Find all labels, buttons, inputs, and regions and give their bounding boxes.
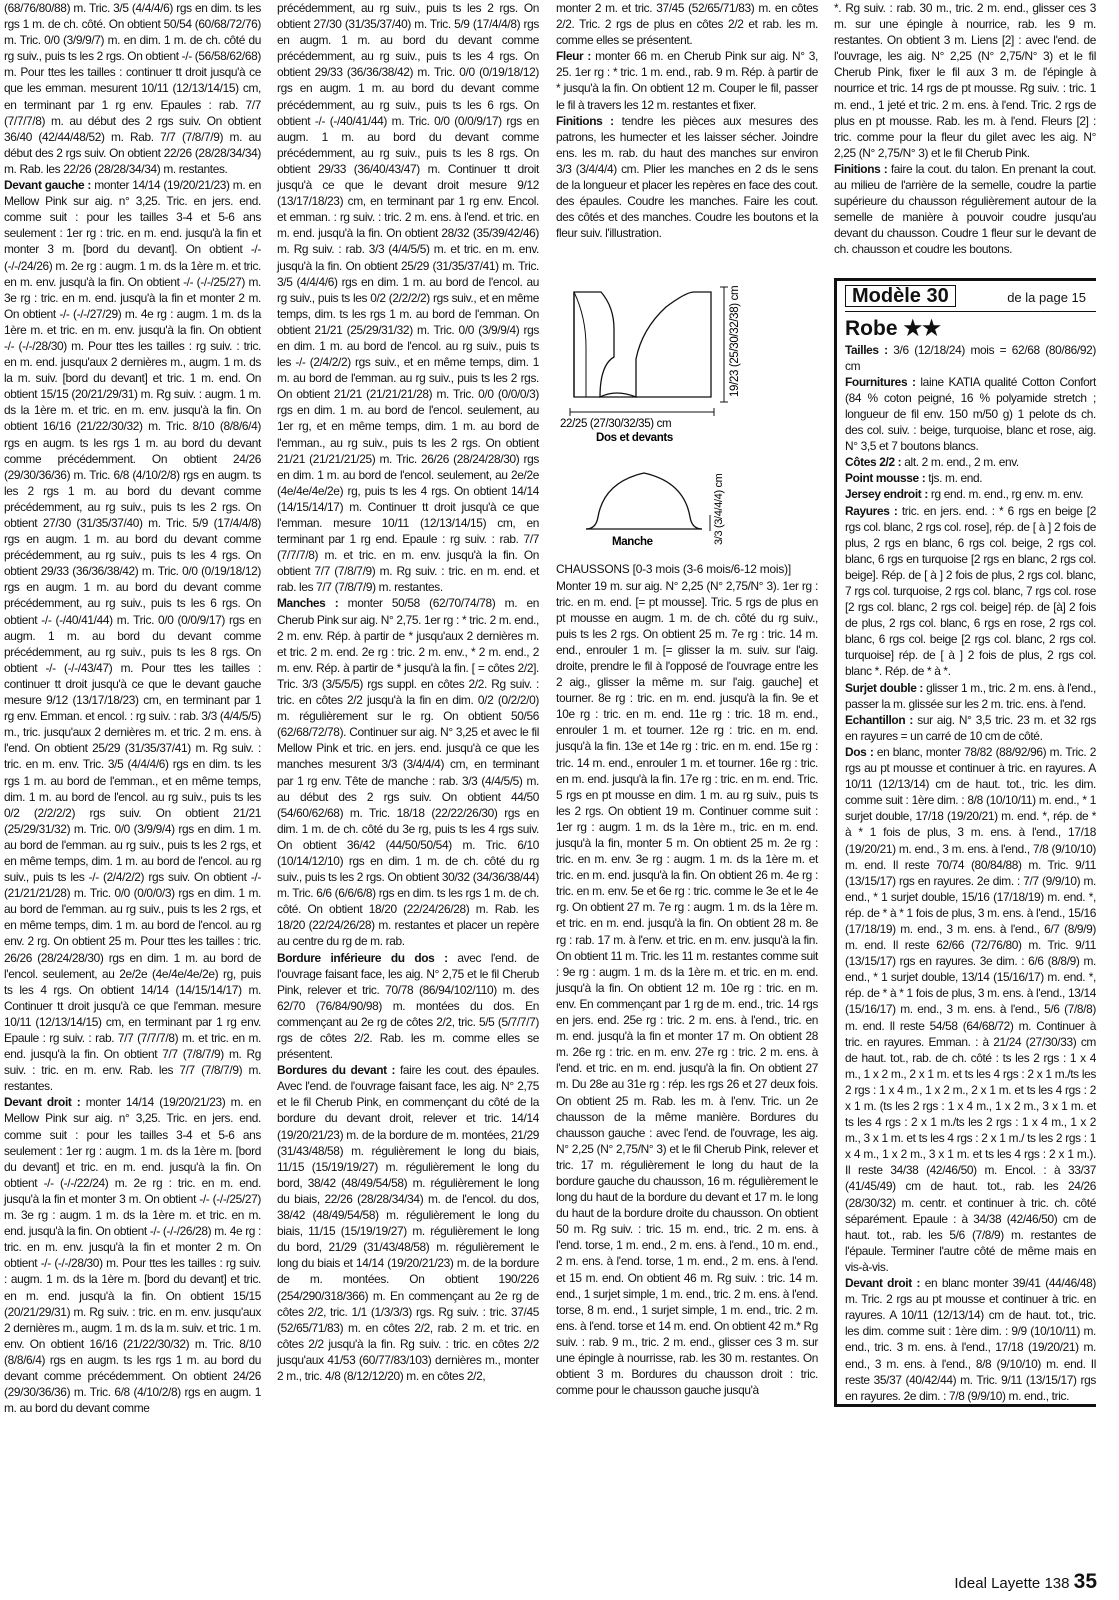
magazine-name: Ideal Layette 138: [954, 1575, 1070, 1592]
model-box: [834, 278, 1096, 1407]
paragraph: *. Rg suiv. : rab. 30 m., tric. 2 m. end., glisser ces 3 m. sur une épingle à nourrice, rab. les 9 m. restantes. On obtient 3 m. Liens [2] : avec l'end. de l'ouvrage, les aig. N° 2,25 (N° 2,75/N° 3) et le fil Cherub Pink, fixer le fil aux 3 m. de l'épingle à nourrice et tric. 14 rgs de pt mousse. Rg suiv. : tric. 1 m. end., 1 jeté et tric. 2 m. ens. à l'end. Tric. 2 rgs de plus en pt mousse. Rab. les m. à l'end. Fleurs [2] : tric. comme pour la fleur du gilet avec les aig. N° 2,25 (N° 2,75/N° 3) et le fil Cherub Pink.: [834, 1, 1096, 160]
section-text: faire les cout. des épaules. Avec l'end. de l'ouvrage faisant face, les aig. N° 2,75 et le fil Cherub Pink, en commençant du côté de la bordure du devant droit, relever et tric. 14/14 (19/20/21/23) m. de la bordure de m. montées, 21/29 (31/43/48/58) m. régulièrement le long du biais, 11/15 (15/19/19/27) m. régulièrement le long du bord, 38/42 (48/49/54/58) m. régulièrement le long du biais, 22/26 (28/28/34/34) m. de l'encol. du dos, 38/42 (48/49/54/58) m. régulièrement le long du biais, 11/15 (15/19/19/27) m. régulièrement le long du bord, 21/29 (31/43/48/58) m. régulièrement le long du biais et 14/14 (19/20/21/23) m. de la bordure de m. montées. On obtient 190/226 (254/290/318/366) m. En commençant au 2e rg de côtes 2/2, tric. 1/1 (1/3/3/3) rgs. Rg suiv. : tric. 37/45 (52/65/71/83) m. en côtes 2/2, rab. 2 m. et tric. en côtes 2/2 jusqu'à la fin. Rg suiv. : tric. en côtes 2/2 jusqu'aux 41/53 (60/77/83/103) dernières m., monter 2 m., tric. 4/8 (8/12/12/20) m. en côtes 2/2,: [277, 1063, 539, 1383]
paragraph: précédemment, au rg suiv., puis ts les 2 rgs. On obtient 27/30 (31/35/37/40) m. Tric. 5/9 (17/4/4/8) rgs en augm. 1 m. au bord du devant comme précédemment, au rg suiv., puis ts les 4 rgs. On obtient 29/33 (36/36/38/42) m. Tric. 0/0 (0/19/18/12) rgs en augm. 1 m. au bord du devant comme précédemment, au rg suiv., puis ts les 6 rgs. On obtient -/- (-/40/41/44) m. Tric. 0/0 (0/0/9/17) rgs en augm. 1 m. au bord du devant comme précédemment, au rg suiv., puis ts les 8 rgs. On obtient 29/33 (36/40/43/47) m. Continuer tt droit jusqu'à ce que le devant droit mesure 9/12 (13/17/18/23) cm, en terminant par 1 rg env. Encol. et emman. : rg suiv. : tric. 2 m. ens. à l'end. et tric. en m. end. jusqu'à la fin. On obtient 28/32 (35/39/42/46) m. Rg suiv. : rab. 3/3 (4/4/5/5) m. et tric. en m. env. jusqu'à la fin. On obtient 25/29 (31/35/37/41) m. Tric. 3/5 (4/4/4/6) rgs en dim. 1 m. au bord de l'encol. au rg suiv., puis ts les 0/2 (2/2/2/2) rgs suiv., et en même temps, dim. ts les rgs 1 m. au bord de l'emman. On obtient 21/21 (25/29/31/32) m. Tric. 0/0 (3/9/9/4) rgs en dim. 1 m. au bord de l'encol. au rg suiv., puis ts les -/- (2/4/2/2) rgs suiv., et en même temps, dim. 1 m. au bord de l'emman. au rg suiv., puis ts les 2 rgs. On obtient 21/21 (21/21/21/28) m. Tric. 0/0 (0/0/0/3) rgs en dim. 1 m. au bord de l'encol. seulement, au 1er rg, et en même temps, dim. 1 m. au bord de l'emman., au rg suiv., puis ts les 2 rgs. On obtient 21/21 (21/21/21/25) m. Tric. 26/26 (28/24/28/30) rgs en dim. 1 m. au bord de l'encol. seulement, au 2e/2e (4e/4e/4e/2e) rg, puis ts les 4 rgs. On obtient 14/14 (14/15/14/17) m. Continuer tt droit jusqu'à ce que l'emman. mesure 10/11 (12/13/14/15) cm, en terminant par 1 rg end. Epaule : rg suiv. : rab. 7/7 (7/7/7/8) m. et tric. en m. env. jusqu'à la fin. On obtient 7/7 (7/8/7/9) m. Rg suiv. : tric. en m. end. et rab. les 7/7 (7/8/7/9) m. restantes.: [277, 1, 539, 595]
section-heading: Jersey endroit :: [845, 487, 928, 502]
text-column-3: [556, 0, 818, 1398]
paragraph: [845, 712, 1096, 744]
paragraph: [4, 177, 261, 1094]
body-shape: [574, 292, 711, 397]
section-heading: Bordures du devant :: [277, 1063, 396, 1078]
section-heading: Manches :: [277, 596, 339, 611]
paragraph: [556, 48, 818, 112]
section-heading: Côtes 2/2 :: [845, 455, 902, 470]
section-heading: Tailles :: [845, 342, 888, 357]
paragraph: (68/76/80/88) m. Tric. 3/5 (4/4/4/6) rgs en dim. ts les rgs 1 m. de ch. côté. On obtient 50/54 (60/68/72/76) m. Tric. 0/0 (3/9/9/7) m. en dim. 1 m. de ch. côté du rg suiv., puis ts les 2 rgs. On obtient -/- (56/58/62/68) m. Pour ttes les tailles : continuer tt droit jusqu'à ce que les emman. mesurent 10/11 (12/13/14/15) cm, en terminant par 1 rg env. Epaules : rab. 7/7 (7/7/7/8) m. au début des 2 rgs suiv. On obtient 36/40 (42/44/48/52) m. Rab. 7/7 (7/8/7/9) m. au début des 2 rgs suiv. On obtient 22/26 (28/28/34/34) m. Rab. les 22/26 (28/28/34/34) m. restantes.: [4, 1, 261, 176]
section-text: tjs. m. end.: [928, 471, 983, 486]
paragraph: [845, 744, 1096, 1275]
section-text: avec l'end. de l'ouvrage faisant face, les aig. N° 2,75 et le fil Cherub Pink, relever et tric. 70/78 (86/94/102/110) m. des 62/70 (76/84/90/98) m. montées du dos. En commençant au 2e rg de côtes 2/2, tric. 5/5 (5/7/7/7) rgs de côtes 2/2. Rab. les m. comme elles se présentent.: [277, 950, 539, 1062]
paragraph: [834, 161, 1096, 258]
section-text: 3/6 (12/18/24) mois = 62/68 (80/86/92) cm: [845, 342, 1096, 373]
section-text: laine KATIA qualité Cotton Confort (84 % coton peigné, 16 % polyamide stretch ; longueur de fil env. 150 m/50 g) 1 pelote ds ch. des col. suiv. : beige, turquoise, blanc et rose, aig. N° 3,5 et 7 boutons blancs.: [845, 374, 1096, 454]
section-text: en blanc monter 39/41 (44/46/48) m. Tric. 2 rgs au pt mousse et continuer à tric. en rayures. A 10/11 (12/13/14) cm de haut. tot., tric. les dim. comme suit : 1ère dim. : 9/9 (10/10/11) m. end., tric. 3 m. ens. à l'end., 17/18 (19/20/21) m. end., 3 m. ens. à l'end., 8/8 (9/10/10) m. end. Il reste 35/37 (40/42/44) m. Tric. 9/11 (13/15/17) rgs en rayures. 2e dim. : 7/8 (9/9/10) m. end., tric.: [845, 1276, 1096, 1403]
section-heading: Finitions :: [834, 161, 888, 176]
paragraph: [845, 680, 1096, 712]
body-piece-label: Dos et devants: [596, 432, 673, 445]
section-text: tendre les pièces aux mesures des patrons, les humecter et les laisser sécher. Joindre ens. les m. rab. du haut des manches sur environ 3/3 (3/4/4/4) cm. Plier les manches en 2 ds le sens de la longueur et placer les repères en face des cout. des épaules. Coudre les manches. Faire les cout. des côtés et des manches. Coudre les boutons et la fleur suiv. l'illustration.: [556, 113, 818, 241]
section-text: glisser 1 m., tric. 2 m. ens. à l'end., passer la m. glissée sur les 2 m. tric. ens. à l'end.: [845, 680, 1096, 711]
section-heading: Bordure inférieure du dos :: [277, 950, 448, 965]
section-heading: Surjet double :: [845, 680, 924, 695]
section-text: faire la cout. du talon. En prenant la cout. au milieu de l'arrière de la semelle, coudre la partie supérieure du chausson régulièrement autour de la semelle de manière à pouvoir coudre jusqu'au devant du chausson. Coudre 1 fleur sur le devant de ch. chausson et coudre les boutons.: [834, 161, 1096, 257]
text-column-4: [834, 0, 1096, 1407]
height-dimension: [720, 287, 728, 402]
paragraph: [845, 342, 1096, 374]
paragraph: [277, 595, 539, 949]
pattern-schematic: [556, 247, 818, 557]
section-heading: Devant droit :: [4, 1095, 81, 1110]
section-text: rg end. m. end., rg env. m. env.: [930, 487, 1084, 502]
schematic-svg: [556, 247, 818, 557]
sleeve-piece-label: Manche: [612, 536, 653, 549]
paragraph: monter 2 m. et tric. 37/45 (52/65/71/83) m. en côtes 2/2. Tric. 2 rgs de plus en côtes 2/2 et rab. les m. comme elles se présentent.: [556, 1, 818, 48]
paragraph: [845, 470, 1096, 486]
section-heading: Finitions :: [556, 113, 614, 128]
page-footer: [954, 1570, 1097, 1594]
sleeve-shape: [586, 473, 702, 529]
paragraph: [845, 486, 1096, 502]
section-text: monter 14/14 (19/20/21/23) m. en Mellow Pink sur aig. n° 3,25. Tric. en jers. end. comme suit : pour les tailles 3-4 et 5-6 ans seulement : 1er rg : tric. en m. end. jusqu'à la fin et monter 3 m. [bord du devant]. On obtient -/- (-/-/24/26) m. 2e rg : augm. 1 m. ds la 1ère m. et tric. en m. env. jusqu'à la fin. On obtient -/- (-/-/25/27) m. 3e rg : tric. en m. end. jusqu'à la fin et monter 2 m. On obtient -/- (-/-/27/29) m. 4e rg : augm. 1 m. ds la 1ère m. et tric. en m. env. jusqu'à la fin. On obtient -/- (-/-/28/30) m. Pour ttes les tailles : rg suiv. : tric. en m. end. jusqu'aux 2 dernières m., augm. 1 m. ds la m. suiv. [bord du devant] et tric. 1 m. end. On obtient 15/15 (20/21/29/31) m. Rg suiv. : augm. 1 m. ds la 1ère m. et tric. en m. env. jusqu'à la fin. On obtient 16/16 (21/22/30/32) m. Tric. 8/10 (8/8/6/4) rgs en augm. ts les rgs 1 m. au bord du devant comme précédemment. On obtient 24/26 (29/30/36/36) m. Tric. 6/8 (4/10/2/8) rgs en augm. ts les 2 rgs 1 m. au bord du devant comme précédemment, au rg suiv., puis ts les 2 rgs. On obtient 27/30 (31/35/37/40) m. Tric. 5/9 (17/4/4/8) rgs en augm. 1 m. au bord du devant comme précédemment, au rg suiv., puis ts les 4 rgs. On obtient 29/33 (36/36/38/42) m. Tric. 0/0 (0/19/18/12) rgs en augm. 1 m. au bord du devant comme précédemment, au rg suiv., puis ts les 6 rgs. On obtient -/- (-/40/41/44) m. Tric. 0/0 (0/0/9/17) rgs en augm. 1 m. au bord du devant comme précédemment, au rg suiv., puis ts les 8 rgs. On obtient -/- (-/-/43/47) m. Pour ttes les tailles : continuer tt droit jusqu'à ce que le devant gauche mesure 9/12 (13/17/18/23) cm, en terminant par 1 rg env. Emman. et encol. : rg suiv. : rab. 3/3 (4/4/5/5) m., tric. jusqu'aux 2 dernières m. et tric. 2 m. ens. à l'end. On obtient 25/29 (31/35/37/41) m. Rg suiv. : tric. en m. env. Tric. 3/5 (4/4/4/6) rgs en dim. ts les rgs 1 m. au bord de l'emman., et en même temps, dim. 1 m. au bord de l'encol. au rg suiv., puis ts les 0/2 (2/2/2/2) rgs suiv. On obtient 21/21 (25/29/31/32) m. Tric. 0/0 (3/9/9/4) rgs en dim. 1 m. au bord de l'emman. au rg suiv., puis ts les 2 rgs, et en même temps, dim. 1 m. au bord de l'encol. au rg suiv., puis ts les -/- (2/4/2/2) rgs suiv. On obtient -/- (21/21/21/28) m. Tric. 0/0 (0/0/0/3) rgs en dim. 1 m. au bord de l'emman. au rg suiv., puis ts les 2 rgs, et en même temps, dim. 1 m. au bord de l'encol. au rg env. 2 rg. On obtient 25 m. Pour ttes les tailles : tric. 26/26 (28/24/28/30) rgs en dim. 1 m. au bord de l'encol. seulement, au 2e/2e (4e/4e/4e/2e) rg, puis ts les 4 rgs. On obtient 14/14 (14/15/14/17) m. Continuer tt droit jusqu'à ce que l'emman. mesure 10/11 (12/13/14/15) cm, en terminant par 1 rg env. Epaule : rg suiv. : rab. 7/7 (7/7/7/8) m. et tric. en m. end. jusqu'à la fin. On obtient 7/7 (7/8/7/9) m. Rg suiv. : tric. en m. env. Rab. les 7/7 (7/8/7/9) m. restantes.: [4, 178, 261, 1094]
section-heading: CHAUSSONS [0-3 mois (3-6 mois/6-12 mois)]: [556, 562, 791, 577]
sleeve-height-label: 3/3 (3/4/4/4) cm: [713, 473, 725, 546]
paragraph: [845, 503, 1096, 680]
height-label: 19/23 (25/30/32/38) cm: [729, 286, 741, 398]
page-number: 35: [1073, 1570, 1097, 1593]
section-heading: Dos :: [845, 744, 874, 759]
paragraph: [4, 1094, 261, 1416]
section-heading: Devant droit :: [845, 1276, 921, 1291]
section-text: alt. 2 m. end., 2 m. env.: [904, 455, 1019, 470]
section-heading: Devant gauche :: [4, 178, 92, 193]
model-page-ref: de la page 15: [1007, 289, 1086, 305]
section-text: monter 50/58 (62/70/74/78) m. en Cherub Pink sur aig. N° 2,75. 1er rg : * tric. 2 m. end., 2 m. env. Rép. à partir de * jusqu'aux 2 dernières m. et tric. 2 m. end. 2e rg : tric. 2 m. env., * 2 m. end., 2 m. env. Rép. à partir de * jusqu'à la fin. [ = côtes 2/2]. Tric. 3/3 (3/5/5/5) rgs suppl. en côtes 2/2. Rg suiv. : tric. en côtes 2/2 jusqu'à la fin en dim. 0/2 (0/2/2/0) m. régulièrement sur le rg. On obtient 50/56 (62/68/72/78). Continuer sur aig. N° 3,25 et avec le fil Mellow Pink et tric. en jers. end. jusqu'à ce que les manches mesurent 3/3 (3/4/4/4) cm, en terminant par 1 rg env. Tête de manche : rab. 3/3 (4/4/5/5) m. au début des 2 rgs suiv. On obtient 44/50 (54/60/62/68) m. Tric. 18/18 (22/22/26/30) rgs en dim. 1 m. de ch. côté du 3e rg, puis ts les 4 rgs suiv. On obtient 36/42 (44/50/50/54) m. Tric. 6/10 (10/14/12/10) rgs en dim. 1 m. de ch. côté du rg suiv., puis ts les 2 rgs. On obtient 30/32 (34/36/38/44) m. Tric. 6/6 (6/6/6/8) rgs en dim. ts les rgs 1 m. de ch. côté. On obtient 18/20 (22/24/26/28) m. Rab. les 18/20 (22/24/26/28) m. restantes et placer un repère au centre du rg de m. rab.: [277, 596, 539, 949]
section-heading: Echantillon :: [845, 712, 914, 727]
section-text: monter 66 m. en Cherub Pink sur aig. N° 3, 25. 1er rg : * tric. 1 m. end., rab. 9 m. Rép. à partir de * jusqu'à la fin. On obtient 12 m. Couper le fil, passer le fil à travers les 12 m. restantes et fixer.: [556, 49, 818, 112]
paragraph: Monter 19 m. sur aig. N° 2,25 (N° 2,75/N° 3). 1er rg : tric. en m. end. [= pt mousse]. Tric. 5 rgs de plus en pt mousse en augm. 1 m. de ch. côté du rg suiv., puis ts les 2 rgs. On obtient 25 m. 7e rg : tric. 14 m. end., enrouler 1 m. [= glisser la m. suiv. sur l'aig. droite, prendre le fil à l'opposé de l'ouvrage entre les 2 aig., glisser la même m. sur l'aig. gauche] et tourner. 8e rg : tric. en m. end. jusqu'à la fin. 9e et 10e rg : tric. en m. end. 11e rg : tric. 18 m. end., enrouler 1 m. et tourner. 12e rg : tric. en m. end. jusqu'à la fin. 13e et 14e rg : tric. en m. end. 15e rg : tric. 14 m. end., enrouler 1 m. et tourner. 16e rg : tric. en m. end. jusqu'à la fin. 17e rg : tric. en m. end. Tric. 5 rgs en pt mousse en dim. 1 m. au rg suiv., puis ts les 2 rgs. On obtient 19 m. Continuer comme suit : 1er rg : augm. 1 m. ds la 1ère m., tric. en m. end. jusqu'à la fin, monter 5 m. On obtient 25 m. 2e rg : tric. en m. env. 3e rg : augm. 1 m. ds la 1ère m. et tric. en m. end. jusqu'à la fin. On obtient 26 m. 4e rg : tric. en m. env. 5e et 6e rg : tric. comme le 3e et le 4e rg. On obtient 27 m. 7e rg : augm. 1 m. ds la 1ère m. et tric. en m. end. jusqu'à la fin. On obtient 28 m. 8e rg : rab. 17 m. à l'env. et tric. en m. env. jusqu'à la fin. On obtient 11 m. Tric. les 11 m. restantes comme suit : 9e rg : augm. 1 m. ds la 1ère m. et tric. en m. end. jusqu'à la fin. On obtient 12 m. 10e rg : tric. en m. env. En commençant par 1 rg de m. end., tric. 14 rgs en jers. end. 25e rg : tric. 2 m. ens. à l'end., tric. en m. end. jusqu'à la fin et monter 17 m. On obtient 28 m. 26e rg : tric. en m. env. 27e rg : tric. 2 m. ens. à l'end. et tric. en m. end. jusqu'à la fin. On obtient 27 m. Du 28e au 31e rg : rép. les rgs 26 et 27 deux fois. On obtient 25 m. Rab. les m. à l'env. Tric. un 2e chausson de la même manière. Bordures du chausson gauche : avec l'end. de l'ouvrage, les aig. N° 2,25 (N° 2,75/N° 3) et le fil Cherub Pink, relever et tric. 17 m. régulièrement le long du haut de la bordure gauche du chausson, 16 m. régulièrement le long du haut de la bordure du devant et 17 m. le long du haut de la bordure droite du chausson. On obtient 50 m. Rg suiv. : tric. 15 m. end., tric. 2 m. ens. à l'end. torse, 1 m. end., 2 m. ens. à l'end., 10 m. end., 2 m. ens. à l'end. torse, 1 m. end., 2 m. ens. à l'end. et 15 m. end. On obtient 46 m. Rg suiv. : tric. 14 m. end., 1 surjet simple, 1 m. end., tric. 2 m. ens. à l'end. torse, 8 m. end., 1 surjet simple, 1 m. end., tric. 2 m. ens. à l'end. torse et 14 m. end. On obtient 42 m.* Rg suiv. : rab. 9 m., tric. 2 m. end., glisser ces 3 m. sur une épingle à nourrisse, rab. les 30 m. restantes. On obtient 3 m. Bordures du chausson droit : tric. comme pour le chausson gauche jusqu'à: [556, 578, 818, 1398]
section-text: monter 14/14 (19/20/21/23) m. en Mellow Pink sur aig. n° 3,25. Tric. en jers. end. comme suit : pour les tailles 3-4 et 5-6 ans seulement : 1er rg : augm. 1 m. ds la 1ère m. [bord du devant] et tric. en m. end. jusqu'à la fin. On obtient -/- (-/-/22/24) m. 2e rg : tric. en m. end. jusqu'à la fin et monter 3 m. On obtient -/- (-/-/25/27) m. 3e rg : augm. 1 m. ds la 1ère m. et tric. en m. end. jusqu'à la fin. On obtient -/- (-/-/26/28) m. 4e rg : tric. en m. env. jusqu'à la fin et monter 2 m. On obtient -/- (-/-/28/30) m. Pour ttes les tailles : rg suiv. : augm. 1 m. ds la 1ère m. [bord du devant] et tric. en m. end. jusqu'à la fin. On obtient 15/15 (20/21/29/31) m. Rg suiv. : tric. en m. env. jusqu'aux 2 dernières m., augm. 1 m. ds la m. suiv. et tric. 1 m. env. On obtient 16/16 (21/22/30/32) m. Tric. 8/10 (8/8/6/4) rgs en augm. ts les rgs 1 m. au bord du devant comme précédemment. On obtient 24/26 (29/30/36/36) m. Tric. 6/8 (4/10/2/8) rgs en augm. 1 m. au bord du devant comme: [4, 1095, 261, 1416]
section-text: sur aig. N° 3,5 tric. 23 m. et 32 rgs en rayures = un carré de 10 cm de côté.: [845, 712, 1097, 743]
section-heading: Point mousse :: [845, 471, 926, 486]
paragraph: [277, 1062, 539, 1384]
model-name: Robe ★★: [845, 316, 941, 340]
section-heading: Fournitures :: [845, 374, 916, 389]
paragraph: [556, 113, 818, 242]
paragraph: [845, 374, 1096, 454]
width-label: 22/25 (27/30/32/35) cm: [560, 418, 672, 431]
model-box-header: [845, 285, 1096, 312]
text-column-1: [4, 0, 261, 1416]
section-text: en blanc, monter 78/82 (88/92/96) m. Tric. 2 rgs au pt mousse et continuer à tric. en rayures. A 10/11 (12/13/14) cm de haut. tot., tric. les dim. comme suit : 1ère dim. : 8/8 (10/10/11) m. end., * 1 surjet double, 17/18 (19/20/21) m. end. *, rép. de * à * 1 fois de plus, 3 m. ens. à l'end., 17/18 (19/20/21) m. end., 3 m. ens. à l'end., 7/8 (9/10/10) m. end. Il reste 70/74 (80/84/88) m. Tric. 9/11 (13/15/17) rgs en rayures. 2e dim. : 7/7 (9/9/10) m. end., * 1 surjet double, 15/16 (17/18/19) m. end. *, rép. de * à * 1 fois de plus, 3 m. ens. à l'end., 15/16 (17/18/19) m. end., 3 m. ens. à l'end., 6/7 (8/9/9) m. end. Il reste 62/66 (72/76/80) m. Tric. 9/11 (13/15/17) rgs en rayures. 3e dim. : 6/6 (8/8/9) m. end., * 1 surjet double, 13/14 (15/16/17) m. end. *, rép. de * à * 1 fois de plus, 3 m. ens. à l'end., 13/14 (15/16/17) m. end., 3 m. ens. à l'end., 5/6 (7/8/8) m. end. Il reste 54/58 (64/68/72) m. Continuer à tric. en rayures. Emman. : à 21/24 (27/30/33) cm de haut. tot., rab. de ch. côté : ts les 2 rgs : 1 x 4 m., 1 x 2 m., 2 x 1 m. et ts les 4 rgs : 2 x 1 m./ts les 2 rgs : 1 x 4 m., 1 x 2 m., 2 x 1 m. et ts les 4 rgs : 2 x 1 m. (ts les 2 rgs : 1 x 4 m., 1 x 2 m., 3 x 1 m. et ts les 4 rgs : 2 x 1 m./ts les 2 rgs : 1 x 4 m., 1 x 2 m., 3 x 1 m. et ts les 4 rgs : 2 x 1 m./ ts les 2 rgs : 1 x 4 m., 1 x 2 m., 3 x 1 m. et ts les 4 rgs : 2 x 1 m.). Il reste 34/38 (42/46/50) m. Encol. : à 33/37 (41/45/49) cm de haut. tot., rab. les 24/26 (28/30/32) m. centr. et continuer à tric. ch. côté séparément. Epaule : à 34/38 (42/46/50) cm de haut. tot., rab. les 5/6 (7/8/9) m. restantes de l'épaule. Terminer l'autre côté de même mais en vis-à-vis.: [845, 744, 1096, 1274]
paragraph: [845, 454, 1096, 470]
width-dimension: [570, 408, 714, 416]
paragraph: [845, 1275, 1096, 1404]
section-text: tric. en jers. end. : * 6 rgs en beige [2 rgs col. blanc, 2 rgs col. rose], rép. de [ à ] 2 fois de plus, 2 rgs en blanc, 6 rgs col. beige, 2 rgs col. blanc, 6 rgs en turquoise [2 rgs en blanc, 2 rgs col. beige]. Rép. de [ à ] 2 fois de plus, 2 rgs col. blanc, 7 rgs col. turquoise, 2 rgs col. blanc, 7 rgs col. rose [2 rgs col. blanc, 2 rgs col. beige] rép. de [à] 2 fois de plus, 2 rgs col. blanc, 6 rgs en rose, 2 rgs col. blanc, 6 rgs col. beige [2 rgs col. blanc, 2 rgs col. turquoise] rép. de [ à ] 2 fois de plus, 2 rgs col. blanc *. Rép. de * à *.: [845, 503, 1096, 679]
section-heading: Rayures :: [845, 503, 898, 518]
text-column-2: [277, 0, 539, 1384]
section-heading: Fleur :: [556, 49, 592, 64]
paragraph: [277, 950, 539, 1063]
model-title: Modèle 30: [845, 285, 956, 307]
